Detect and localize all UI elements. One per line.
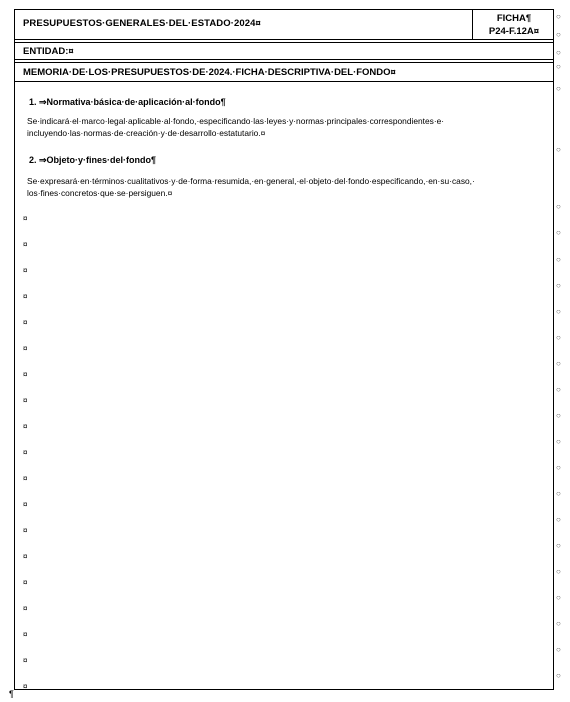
empty-line-mark: ¤ [23, 370, 28, 379]
row-end-mark: ○ [556, 62, 561, 71]
header-title: PRESUPUESTOS·GENERALES·DEL·ESTADO·2024¤ [23, 18, 261, 29]
row-end-mark: ○ [556, 411, 561, 420]
row-end-mark: ○ [556, 567, 561, 576]
row-end-mark: ○ [556, 202, 561, 211]
ficha-cell [473, 12, 555, 38]
row-end-mark: ○ [556, 359, 561, 368]
empty-line-mark: ¤ [23, 266, 28, 275]
empty-line-mark: ¤ [23, 474, 28, 483]
row-end-mark: ○ [556, 437, 561, 446]
row-end-mark: ○ [556, 255, 561, 264]
row-end-mark: ○ [556, 593, 561, 602]
row-end-mark: ○ [556, 281, 561, 290]
row-end-mark: ○ [556, 228, 561, 237]
empty-line-mark: ¤ [23, 344, 28, 353]
row-end-mark: ○ [556, 671, 561, 680]
entity-label[interactable]: ENTIDAD:¤ [23, 46, 74, 57]
section-1-line-1: Se·indicará·el·marco·legal·aplicable·al·fondo,·especificando·las·leyes·y·normas·principales·correspondientes·e· [27, 116, 445, 126]
ficha-code: P24-F.12A¤ [488, 26, 540, 37]
row-end-mark: ○ [556, 84, 561, 93]
form-table [14, 9, 554, 690]
empty-line-mark: ¤ [23, 682, 28, 691]
memoria-title: MEMORIA·DE·LOS·PRESUPUESTOS·DE·2024.·FICHA·DESCRIPTIVA·DEL·FONDO¤ [23, 67, 396, 78]
row-end-mark: ○ [556, 463, 561, 472]
section-2-heading: 2. ⇒Objeto·y·fines·del·fondo¶ [29, 155, 157, 165]
paragraph-end-mark: ¶ [9, 689, 14, 699]
entity-row [15, 42, 553, 60]
empty-line-mark: ¤ [23, 448, 28, 457]
row-end-mark: ○ [556, 48, 561, 57]
row-end-mark: ○ [556, 385, 561, 394]
header-row [15, 10, 553, 40]
row-end-mark: ○ [556, 645, 561, 654]
empty-line-mark: ¤ [23, 604, 28, 613]
row-end-mark: ○ [556, 619, 561, 628]
section-2-line-1: Se·expresará·en·términos·cualitativos·y·de·forma·resumida,·en·general,·el·objeto·del·fondo·especificando,·en·su·caso,· [27, 176, 475, 186]
section-1-heading: 1. ⇒Normativa·básica·de·aplicación·al·fondo¶ [29, 97, 226, 107]
row-end-mark: ○ [556, 145, 561, 154]
row-end-mark: ○ [556, 30, 561, 39]
empty-line-mark: ¤ [23, 500, 28, 509]
empty-line-mark: ¤ [23, 396, 28, 405]
empty-line-mark: ¤ [23, 630, 28, 639]
section-2-line-2: los·fines·concretos·que·se·persiguen.¤ [27, 188, 173, 198]
empty-line-mark: ¤ [23, 318, 28, 327]
empty-line-mark: ¤ [23, 578, 28, 587]
empty-line-mark: ¤ [23, 656, 28, 665]
empty-line-mark: ¤ [23, 292, 28, 301]
row-end-mark: ○ [556, 515, 561, 524]
row-end-mark: ○ [556, 12, 561, 21]
row-end-mark: ○ [556, 541, 561, 550]
empty-line-mark: ¤ [23, 552, 28, 561]
empty-line-mark: ¤ [23, 240, 28, 249]
row-end-mark: ○ [556, 489, 561, 498]
empty-line-mark: ¤ [23, 214, 28, 223]
empty-line-mark: ¤ [23, 526, 28, 535]
row-end-mark: ○ [556, 307, 561, 316]
memoria-row [15, 62, 553, 82]
ficha-label: FICHA¶ [496, 13, 532, 24]
section-1-line-2: incluyendo·las·normas·de·creación·y·de·desarrollo·estatutario.¤ [27, 128, 266, 138]
row-end-mark: ○ [556, 333, 561, 342]
empty-line-mark: ¤ [23, 422, 28, 431]
